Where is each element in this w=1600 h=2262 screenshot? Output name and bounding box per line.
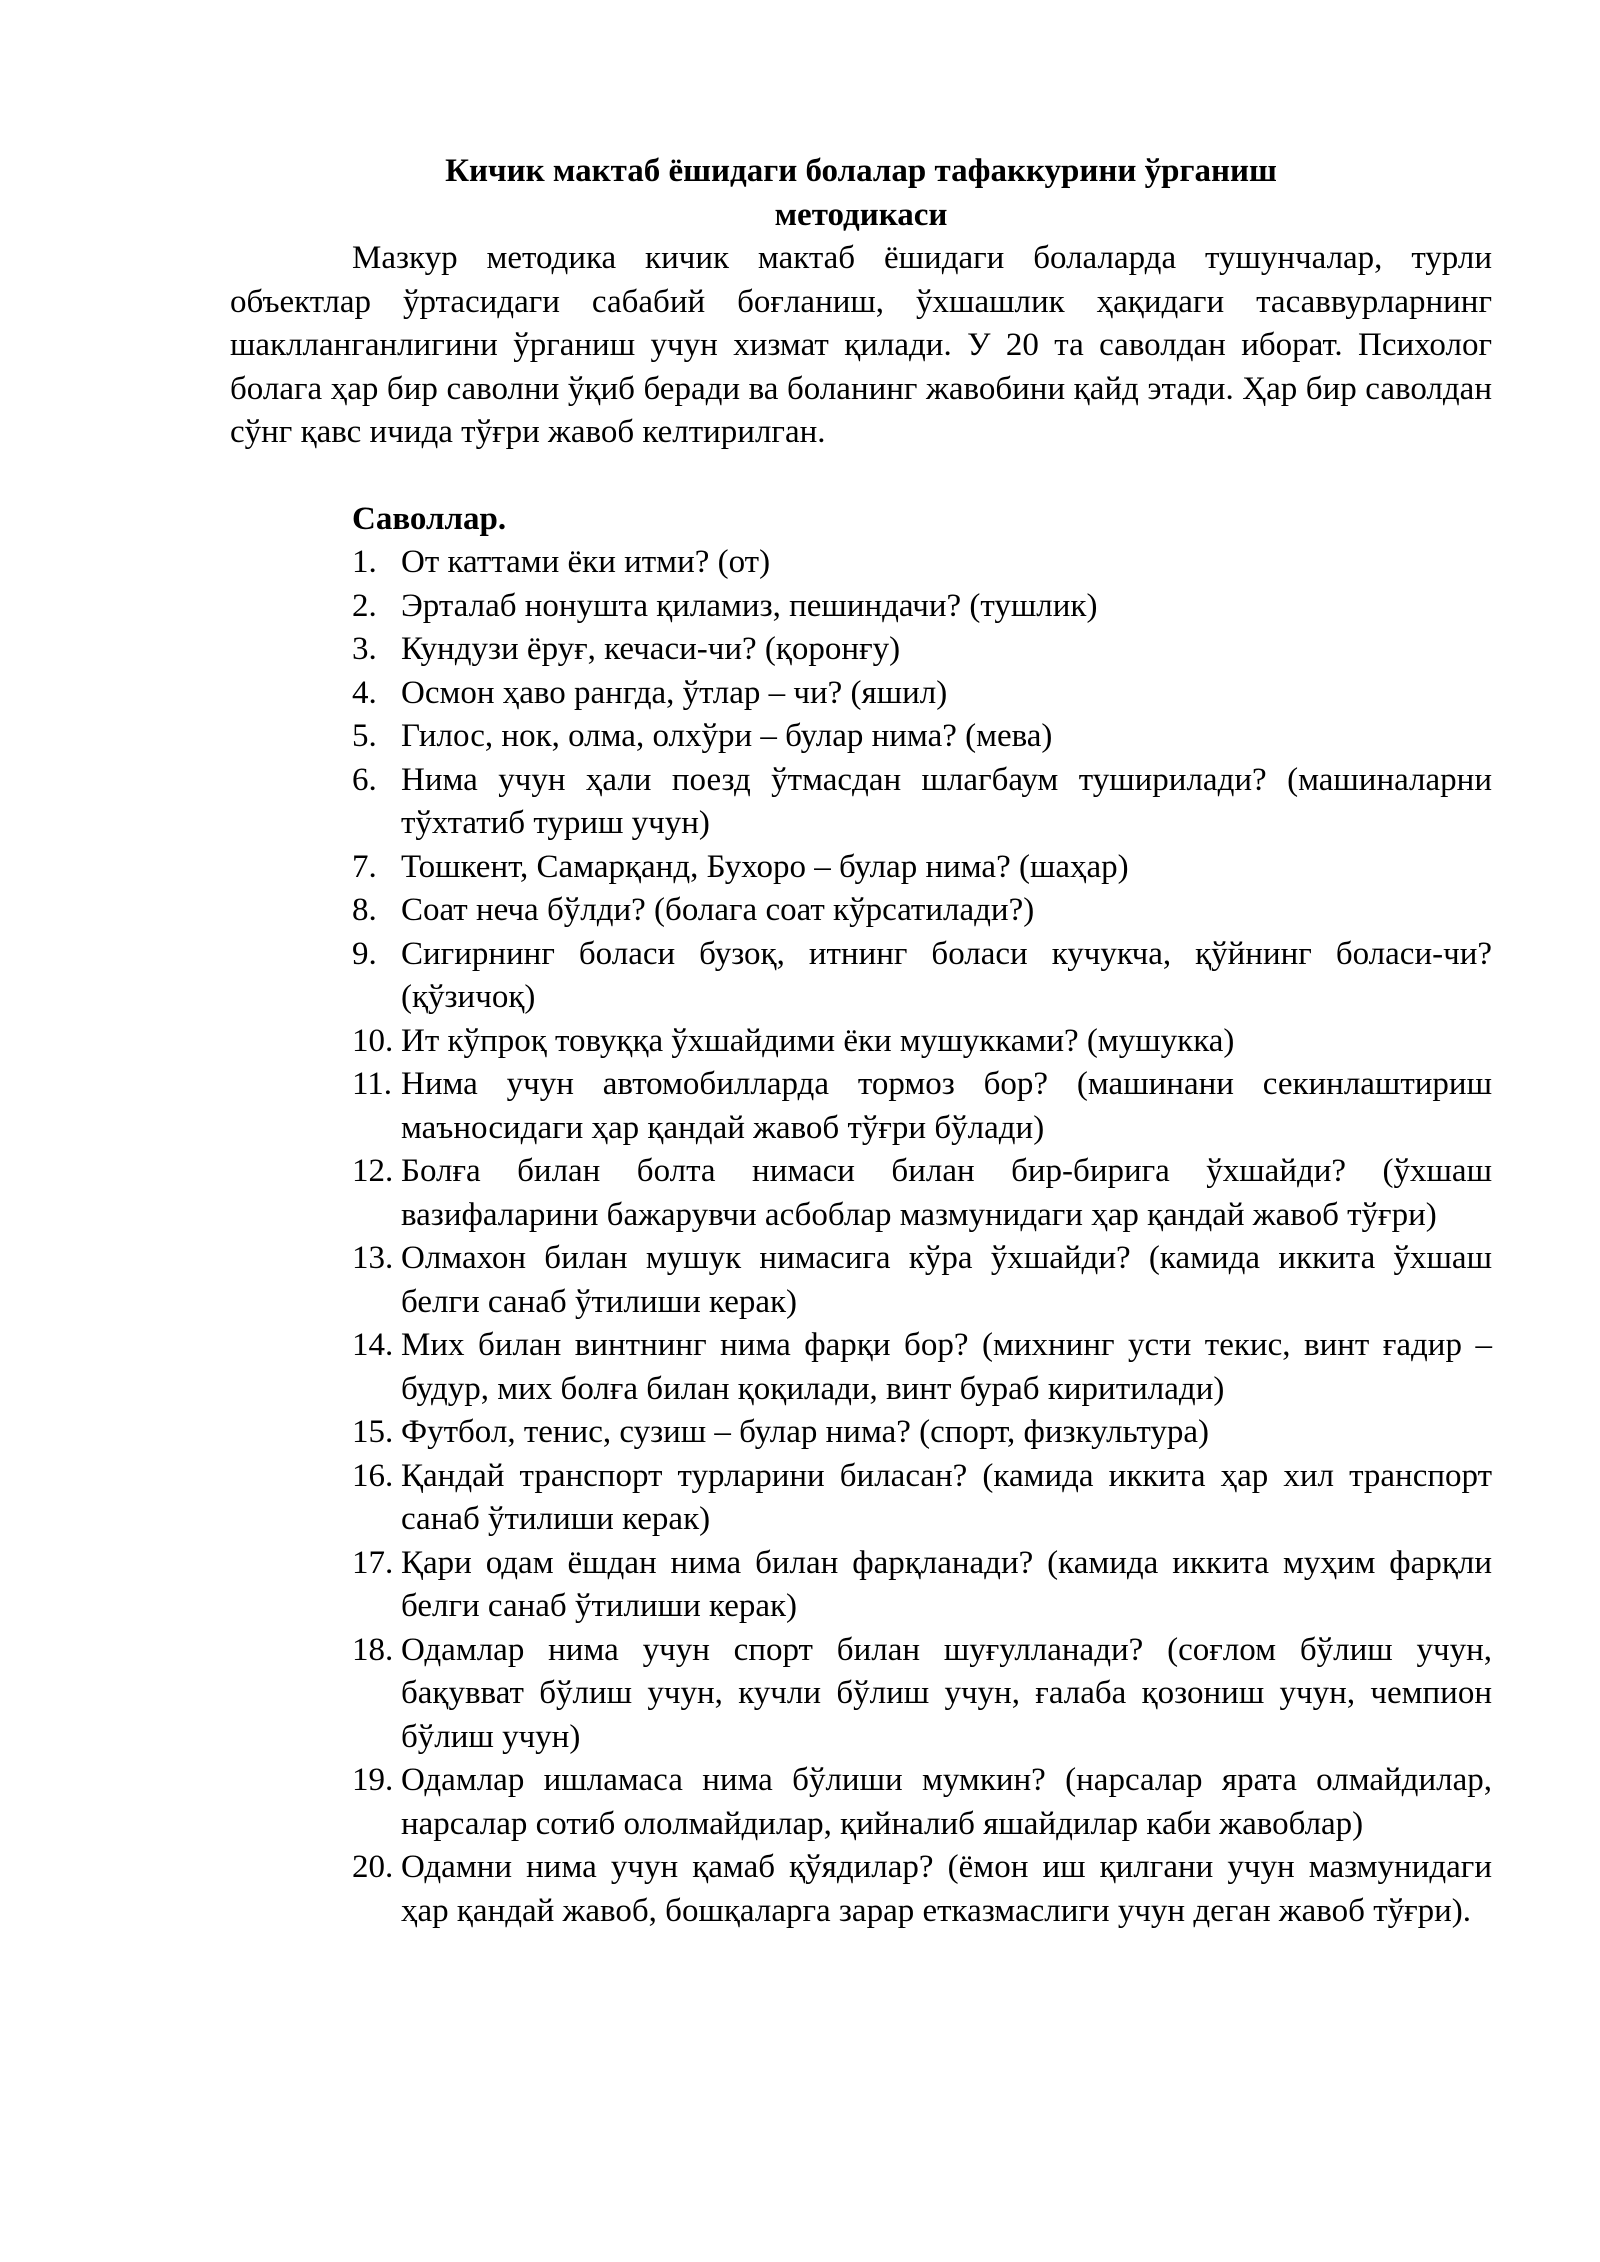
intro-paragraph: Мазкур методика кичик мактаб ёшидаги болаларда тушунчалар, турли объектлар ўртасидаги сабабий боғланиш, ўхшашлик ҳақидаги тасаввурларнинг шаклланганлигини ўрганиш учун хизмат қилади. У 20 та саволдан иборат. Психолог болага ҳар бир саволни ўқиб беради ва боланинг жавобини қайд этади. Ҳар бир саволдан сўнг қавс ичида тўғри жавоб келтирилган. <box>230 240 1492 450</box>
question-number: 1. <box>352 544 377 580</box>
question-item <box>352 715 1492 759</box>
question-item <box>352 1629 1492 1760</box>
question-number: 7. <box>352 848 377 885</box>
question-text: Соат неча бўлди? (болага соат кўрсатилади?) <box>401 892 1035 928</box>
question-number: 11. <box>352 1066 393 1102</box>
question-text: Олмахон билан мушук нимасига кўра ўхшайди? (камида иккита ўхшаш белги санаб ўтилиши керак) <box>401 1240 1492 1320</box>
question-number: 17. <box>352 1544 394 1581</box>
question-text: Эрталаб нонушта қиламиз, пешиндачи? (тушлик) <box>401 587 1098 624</box>
question-number: 6. <box>352 761 377 798</box>
question-item <box>352 889 1492 933</box>
question-item <box>352 1411 1492 1455</box>
question-text: Сигирнинг боласи бузоқ, итнинг боласи кучукча, қўйнинг боласи-чи? (қўзичоқ) <box>401 935 1492 1015</box>
question-item <box>352 628 1492 672</box>
question-text: Гилос, нок, олма, олхўри – булар нима? (мева) <box>401 718 1053 754</box>
question-item <box>352 1063 1492 1150</box>
question-number: 9. <box>352 935 377 972</box>
questions-heading: Саволлар. <box>352 500 507 537</box>
question-text: Нима учун автомобилларда тормоз бор? (машинани секинлаштириш маъносидаги ҳар қандай жавоб тўғри бўлади) <box>401 1066 1492 1146</box>
question-item <box>352 1150 1492 1237</box>
question-item <box>352 1846 1492 1933</box>
question-text: Одамлар ишламаса нима бўлиши мумкин? (нарсалар ярата олмайдилар, нарсалар сотиб ололмайдилар, қийналиб яшайдилар каби жавоблар) <box>401 1762 1492 1842</box>
question-item <box>352 933 1492 1020</box>
question-text: Одамни нима учун қамаб қўядилар? (ёмон иш қилгани учун мазмунидаги ҳар қандай жавоб, бошқаларга зарар етказмаслиги учун деган жавоб тўғри). <box>401 1849 1492 1929</box>
question-number: 14. <box>352 1327 394 1363</box>
question-text: Нима учун ҳали поезд ўтмасдан шлагбаум туширилади? (машиналарни тўхтатиб туриш учун) <box>401 761 1492 841</box>
question-text: Ит кўпроқ товуққа ўхшайдими ёки мушукками? (мушукка) <box>401 1022 1235 1059</box>
question-text: Одамлар нима учун спорт билан шуғулланади? (соғлом бўлиш учун, бақувват бўлиш учун, кучли бўлиш учун, ғалаба қозониш учун, чемпион бўлиш учун) <box>401 1631 1492 1755</box>
question-item <box>352 1020 1492 1064</box>
question-item <box>352 672 1492 716</box>
title-line-2: методикаси <box>774 196 948 233</box>
document-body <box>230 150 1492 1933</box>
question-number: 4. <box>352 674 377 711</box>
question-text: Мих билан винтнинг нима фарқи бор? (михнинг усти текис, винт ғадир – будур, мих болға билан қоқилади, винт бураб киритилади) <box>401 1327 1492 1407</box>
question-text: Қари одам ёшдан нима билан фарқланади? (камида иккита муҳим фарқли белги санаб ўтилиши керак) <box>401 1544 1492 1624</box>
question-text: Футбол, тенис, сузиш – булар нима? (спорт, физкультура) <box>401 1414 1210 1450</box>
question-item <box>352 1237 1492 1324</box>
question-item <box>352 1324 1492 1411</box>
question-text: От каттами ёки итми? (от) <box>401 544 771 580</box>
question-item <box>352 1759 1492 1846</box>
question-text: Болға билан болта нимаси билан бир-бирига ўхшайди? (ўхшаш вазифаларини бажарувчи асбоблар мазмунидаги ҳар қандай жавоб тўғри) <box>401 1153 1492 1233</box>
question-number: 8. <box>352 892 377 928</box>
question-number: 5. <box>352 718 377 754</box>
question-number: 20. <box>352 1849 394 1885</box>
question-number: 15. <box>352 1414 394 1450</box>
title-line-1: Кичик мактаб ёшидаги болалар тафаккурини ўрганиш <box>445 153 1277 189</box>
question-number: 19. <box>352 1762 394 1798</box>
question-item <box>352 585 1492 629</box>
question-text: Осмон ҳаво рангда, ўтлар – чи? (яшил) <box>401 674 948 711</box>
question-number: 16. <box>352 1457 394 1494</box>
question-text: Қандай транспорт турларини биласан? (камида иккита ҳар хил транспорт санаб ўтилиши керак) <box>401 1457 1492 1537</box>
question-number: 10. <box>352 1022 394 1059</box>
question-number: 12. <box>352 1153 394 1189</box>
document-title <box>230 150 1492 237</box>
question-item <box>352 1542 1492 1629</box>
question-item <box>352 541 1492 585</box>
question-number: 18. <box>352 1631 394 1668</box>
question-number: 2. <box>352 587 377 624</box>
question-number: 3. <box>352 631 377 667</box>
question-text: Тошкент, Самарқанд, Бухоро – булар нима? (шаҳар) <box>401 848 1129 885</box>
question-item <box>352 1455 1492 1542</box>
questions-list <box>230 541 1492 1933</box>
question-item <box>352 759 1492 846</box>
question-number: 13. <box>352 1240 394 1276</box>
question-text: Кундузи ёруғ, кечаси-чи? (қоронғу) <box>401 631 901 667</box>
question-item <box>352 846 1492 890</box>
